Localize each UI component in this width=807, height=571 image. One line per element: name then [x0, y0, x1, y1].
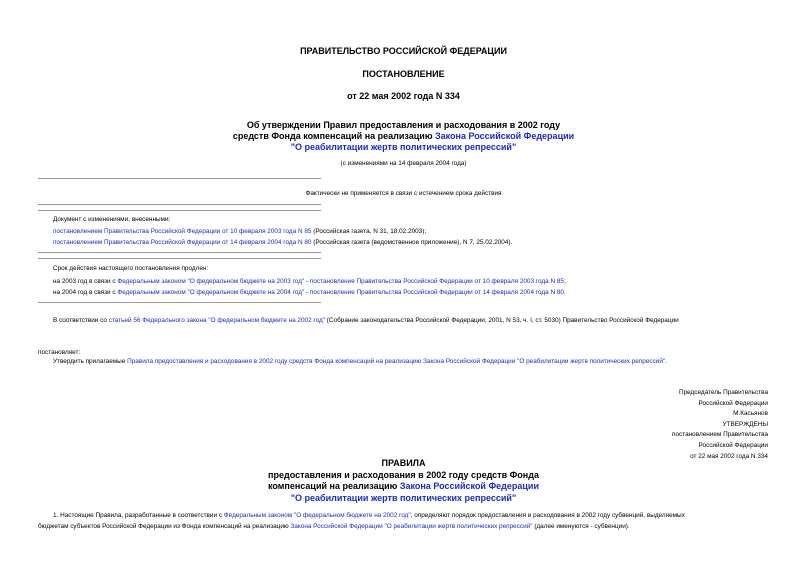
rehabilitation-law-link[interactable]: Закона Российской Федерации "О реабилитации жертв политических репрессий" — [290, 523, 533, 530]
divider — [38, 204, 321, 205]
change-link-2[interactable]: постановлением Правительства Российской Федерации от 14 февраля 2004 года N 80 — [53, 239, 312, 246]
budget-law-2004-link[interactable]: Федеральным законом "О федеральном бюджете на 2004 год" — [117, 289, 305, 296]
decides-label: постановляет: — [38, 349, 81, 356]
clause-1-line-1 — [53, 510, 685, 521]
signature-country: Российской Федерации — [698, 399, 768, 407]
article-56-link[interactable]: статьей 56 Федерального закона "О федеральном бюджете на 2002 год" — [108, 317, 326, 324]
extension-item-2 — [53, 287, 566, 298]
approve-paragraph — [53, 356, 667, 367]
rules-link[interactable]: Правила предоставления и расходования в 2002 году средств Фонда компенсаций на реализацию Закона Российской Федерации "О реабилитации жертв политических репрессий" — [127, 358, 666, 365]
extension-prefix-2: на 2004 год в связи с — [53, 289, 118, 296]
rules-law-link[interactable]: Закона Российской Федерации — [399, 481, 539, 491]
divider — [38, 252, 321, 253]
amendment-note: (с изменениями на 14 февраля 2004 года) — [340, 160, 467, 167]
divider — [38, 178, 321, 179]
approved-label: УТВЕРЖДЕНЫ — [722, 420, 768, 428]
extension-sep-2: - — [304, 289, 310, 296]
extension-sep-1: - — [304, 278, 310, 285]
rules-subtitle-2-text: компенсаций на реализацию — [268, 481, 400, 491]
signature-title: Председатель Правительства — [679, 389, 768, 396]
changes-item-2 — [53, 237, 512, 248]
resolution-85-link[interactable]: постановление Правительства Российской Федерации от 10 февраля 2003 года N 85 — [309, 278, 564, 285]
approved-country: Российской Федерации — [698, 441, 768, 449]
document-date-number: от 22 мая 2002 года N 334 — [347, 91, 460, 101]
title-line-2-text: средств Фонда компенсаций на реализацию — [232, 131, 436, 141]
extension-intro: Срок действия настоящего постановления продлен: — [53, 265, 209, 272]
signature-block — [672, 388, 768, 462]
budget-law-2002-link[interactable]: Федеральным законом "О федеральном бюджете на 2002 год" — [223, 512, 411, 519]
clause-1-line-2 — [38, 521, 630, 532]
changes-intro: Документ с изменениями, внесенными: — [53, 216, 171, 223]
document-title — [0, 120, 807, 153]
title-line-1: Об утверждении Правил предоставления и расходования в 2002 году — [246, 120, 561, 130]
divider — [38, 258, 321, 259]
clause-1-line-2-tail: (далее именуются - субвенции). — [532, 523, 630, 530]
approve-prefix: Утвердить прилагаемые — [53, 358, 128, 365]
rules-subtitle-1: предоставления и расходования в 2002 году средств Фонда — [268, 469, 539, 480]
change-link-1[interactable]: постановлением Правительства Российской Федерации от 10 февраля 2003 года N 85 — [53, 228, 312, 235]
extension-end-2: . — [563, 289, 566, 296]
government-heading: ПРАВИТЕЛЬСТВО РОССИЙСКОЙ ФЕДЕРАЦИИ — [300, 46, 507, 56]
clause-1-prefix: 1. Настоящие Правила, разработанные в соответствии с — [53, 512, 224, 519]
clause-1-mid: , определяют порядок предоставления и расходования в 2002 году субвенций, выделяемых — [410, 512, 685, 519]
change-source-2: (Российская газета (ведомственное приложение), N 7, 25.02.2004). — [311, 239, 513, 246]
preamble-prefix: В соответствии со — [53, 317, 109, 324]
document-type: ПОСТАНОВЛЕНИЕ — [362, 69, 445, 79]
resolution-80-link[interactable]: постановление Правительства Российской Федерации от 14 февраля 2004 года N 80 — [309, 289, 564, 296]
rules-heading: ПРАВИЛА — [381, 458, 426, 468]
divider — [38, 210, 321, 211]
status-note: Фактически не применяется в связи с истечением срока действия — [305, 190, 502, 197]
law-link[interactable]: Закона Российской Федерации — [435, 131, 575, 141]
rules-title — [0, 458, 807, 504]
law-name-link[interactable]: "О реабилитации жертв политических репрессий" — [290, 142, 517, 152]
divider — [38, 302, 321, 303]
approved-by: постановлением Правительства — [672, 431, 768, 439]
approve-tail: . — [665, 358, 667, 365]
preamble-tail: (Собрание законодательства Российской Федерации, 2001, N 53, ч. I, ст. 5030) Правительство Российской Федерации — [325, 317, 679, 324]
preamble — [53, 315, 679, 326]
rules-subtitle-2 — [0, 481, 807, 493]
signature-name: М.Касьянов — [733, 410, 768, 418]
clause-1-line-2-prefix: бюджетам субъектов Российской Федерации из Фонда компенсаций на реализацию — [38, 523, 291, 530]
changes-item-1 — [53, 226, 426, 237]
approved-date: от 22 мая 2002 года N 334 — [690, 452, 768, 460]
extension-item-1 — [53, 276, 566, 287]
change-source-1: (Российская газета, N 31, 18.02.2003); — [311, 228, 427, 235]
title-line-2 — [0, 131, 807, 142]
budget-law-2003-link[interactable]: Федеральным законом "О федеральном бюджете на 2003 год" — [117, 278, 305, 285]
rules-law-name-link[interactable]: "О реабилитации жертв политических репрессий" — [290, 492, 517, 503]
extension-end-1: ; — [563, 278, 566, 285]
extension-prefix-1: на 2003 год в связи с — [53, 278, 118, 285]
